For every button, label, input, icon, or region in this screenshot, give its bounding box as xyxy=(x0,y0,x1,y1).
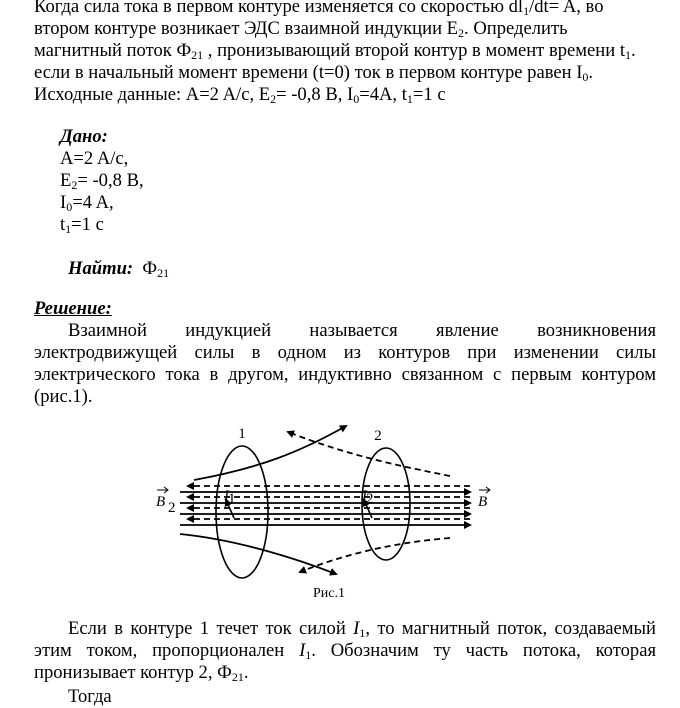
label-i1-sub: 1 xyxy=(228,491,236,507)
find-section xyxy=(68,258,169,280)
find-title: Найти: xyxy=(68,258,134,279)
label-b2-sub: 2 xyxy=(168,500,176,516)
intro-line-3: магнитный поток $Ф_{21}$ , пронизывающий второй контур в момент времени $t_1$. xyxy=(34,40,636,62)
intro-line-5: Исходные данные: A=2 A/c, $E_2= -0,8$ B, $I_0=4A$, $t_1=1$ c xyxy=(34,84,446,106)
label-b2: B xyxy=(156,494,166,510)
given-title: Дано: xyxy=(60,126,108,147)
find-value: $Ф_{21}$ xyxy=(142,258,170,280)
label-coil-1: 1 xyxy=(238,426,246,442)
given-i0: $I_0=4$ A, xyxy=(60,192,114,214)
label-b: B xyxy=(478,494,488,510)
solution-paragraph-2: Если в контуре 1 течет ток силой $I_1$, то магнитный поток, создаваемый этим током, пропорционален $I_1$. Обозначим ту часть потока, которая пронизывает контур 2, $Ф_{21}$. xyxy=(34,618,656,684)
solution-title: Решение: xyxy=(34,298,112,319)
mutual-induction-figure xyxy=(150,422,500,584)
coil-1 xyxy=(216,446,268,578)
intro-line-1: Когда сила тока в первом контуре изменяется со скоростью $dl_1/dt= A$, во xyxy=(34,0,604,18)
label-i2: I xyxy=(362,488,367,504)
given-a: A=2 A/c, xyxy=(60,148,129,169)
given-t1: $t_1=1$ c xyxy=(60,214,104,236)
intro-line-2: втором контуре возникает ЭДС взаимной индукции $E_2$. Определить xyxy=(34,18,568,40)
then-line: Тогда xyxy=(68,686,112,707)
given-section xyxy=(60,126,144,236)
problem-statement xyxy=(34,0,656,106)
figure-caption: Рис.1 xyxy=(313,586,345,601)
intro-line-4: если в начальный момент времени (t=0) ток в первом контуре равен $I_0$. xyxy=(34,62,594,84)
label-i1: I xyxy=(224,488,229,504)
solution-paragraph-1: Взаимной индукцией называется явление возникновения электродвижущей силы в одном из контуров при изменении силы электрического тока в другом, индуктивно связанном с первым контуром (рис.1). xyxy=(34,320,656,407)
given-e2: $E_2= -0,8$ B, xyxy=(60,170,144,192)
label-i2-sub: 2 xyxy=(366,491,374,507)
label-coil-2: 2 xyxy=(374,428,382,444)
